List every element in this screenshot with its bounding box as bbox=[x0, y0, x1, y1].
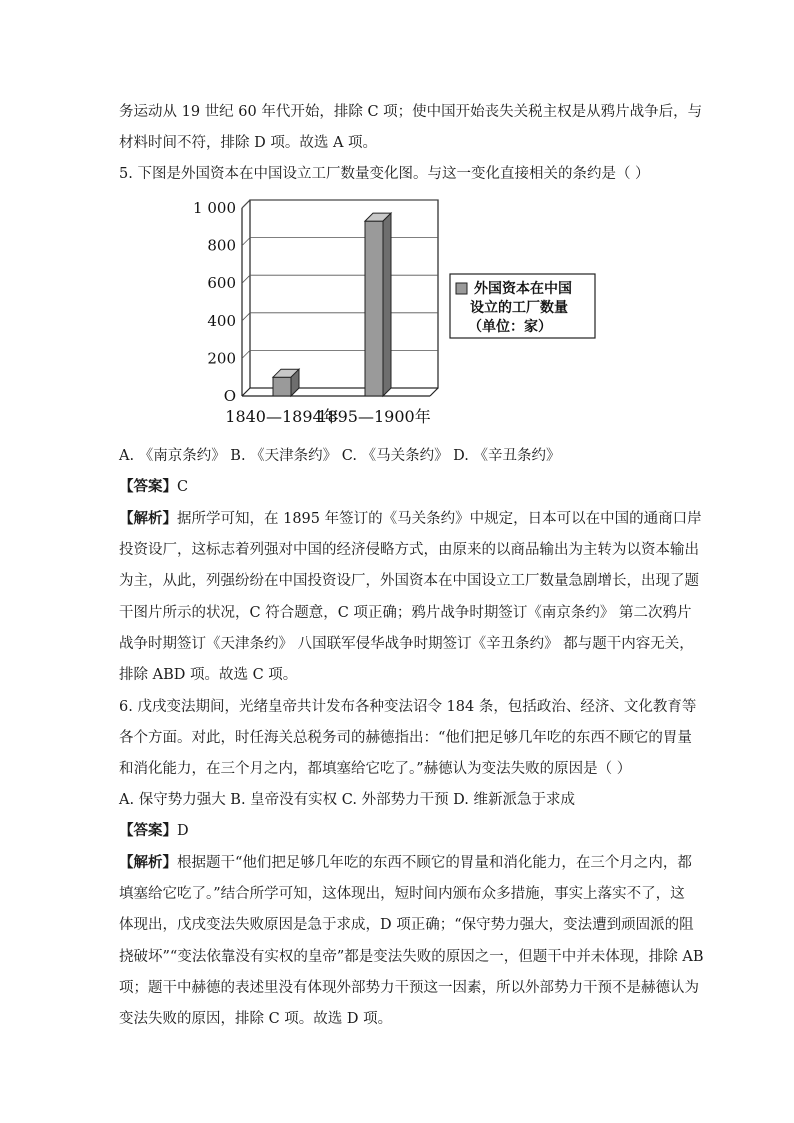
y-tick-label: 1 000 bbox=[193, 199, 236, 217]
q5-analysis-line-1 bbox=[119, 509, 702, 529]
answer-tag: 【答案】 bbox=[119, 823, 177, 839]
x-tick-label: 1895—1900年 bbox=[317, 407, 431, 426]
intro-line-1: 务运动从 19 世纪 60 年代开始，排除 C 项；使中国开始丧失关税主权是从鸦片战争后，与 bbox=[119, 104, 703, 120]
legend-label: 外国资本在中国 bbox=[474, 281, 572, 297]
q5-analysis-line-4: 干图片所示的状况，C 符合题意，C 项正确；鸦片战争时期签订《南京条约》 第二次鸦片 bbox=[119, 605, 692, 621]
q6-analysis-line-3: 体现出，戊戌变法失败原因是急于求成，D 项正确；“保守势力强大，变法遭到顽固派的阻 bbox=[119, 917, 694, 933]
legend-swatch bbox=[456, 283, 467, 294]
y-tick-label: O bbox=[223, 387, 236, 405]
y-tick-label: 400 bbox=[207, 311, 236, 330]
gridline bbox=[242, 275, 250, 283]
bar bbox=[365, 213, 391, 396]
q5-answer-line bbox=[119, 477, 188, 497]
chart-frame-edge bbox=[242, 388, 250, 396]
q5-analysis-line-2: 投资设厂，这标志着列强对中国的经济侵略方式，由原来的以商品输出为主转为以资本输出 bbox=[119, 542, 699, 558]
chart-legend bbox=[450, 274, 595, 338]
q6-analysis-text-1: 根据题干“他们把足够几年吃的东西不顾它的胃量和消化能力，在三个月之内，都 bbox=[177, 855, 692, 871]
q6-analysis-line-2: 填塞给它吃了。”结合所学可知，这体现出，短时间内颁布众多措施，事实上落实不了，这 bbox=[119, 886, 685, 902]
q6-analysis-line-6: 变法失败的原因，排除 C 项。故选 D 项。 bbox=[119, 1011, 393, 1027]
analysis-tag: 【解析】 bbox=[119, 511, 177, 527]
q6-analysis-line-4: 挠破坏”“变法依靠没有实权的皇帝”都是变法失败的原因之一，但题干中并未体现，排除 AB bbox=[119, 949, 704, 965]
chart-axes bbox=[242, 200, 438, 396]
x-tick-label: 1840—1894年 bbox=[225, 407, 339, 426]
gridline bbox=[242, 350, 250, 358]
bar-side bbox=[383, 213, 391, 396]
q6-analysis-line-1 bbox=[119, 853, 692, 873]
y-tick-label: 600 bbox=[207, 274, 236, 293]
y-tick-labels bbox=[193, 199, 236, 405]
gridline bbox=[242, 313, 250, 321]
q5-analysis-text-1: 据所学可知，在 1895 年签订的《马关条约》中规定，日本可以在中国的通商口岸 bbox=[177, 511, 702, 527]
gridline bbox=[242, 238, 250, 246]
factory-count-bar-chart bbox=[193, 196, 600, 436]
legend-label: （单位：家） bbox=[468, 319, 552, 335]
chart-back-wall bbox=[250, 200, 438, 388]
answer-tag: 【答案】 bbox=[119, 479, 177, 495]
q6-analysis-line-5: 项；题干中赫德的表述里没有体现外部势力干预这一因素，所以外部势力干预不是赫德认为 bbox=[119, 980, 699, 996]
bar-front bbox=[365, 221, 383, 396]
bar bbox=[273, 369, 299, 396]
q5-options: A. 《南京条约》 B. 《天津条约》 C. 《马关条约》 D. 《辛丑条约》 bbox=[119, 448, 561, 464]
q5-analysis-line-3: 为主，从此，列强纷纷在中国投资设厂，外国资本在中国设立工厂数量急剧增长，出现了题 bbox=[119, 573, 699, 589]
q6-stem-line-2: 各个方面。对此，时任海关总税务司的赫德指出：“他们把足够几年吃的东西不顾它的胃量 bbox=[119, 730, 692, 746]
q5-analysis-line-6: 排除 ABD 项。故选 C 项。 bbox=[119, 667, 298, 683]
bar-front bbox=[273, 377, 291, 396]
chart-frame-edge bbox=[430, 388, 438, 396]
y-tick-label: 800 bbox=[207, 236, 236, 255]
legend-label: 设立的工厂数量 bbox=[470, 300, 568, 316]
q5-stem: 5. 下图是外国资本在中国设立工厂数量变化图。与这一变化直接相关的条约是（ ） bbox=[119, 166, 650, 182]
y-tick-label: 200 bbox=[207, 349, 236, 368]
intro-line-2: 材料时间不符，排除 D 项。故选 A 项。 bbox=[119, 135, 378, 151]
q6-answer-line bbox=[119, 821, 189, 841]
q6-options: A. 保守势力强大 B. 皇帝没有实权 C. 外部势力干预 D. 维新派急于求成 bbox=[119, 792, 576, 808]
gridline bbox=[242, 200, 250, 208]
x-tick-labels bbox=[225, 407, 430, 426]
q5-answer: C bbox=[177, 479, 189, 495]
q6-stem-line-1: 6. 戊戌变法期间，光绪皇帝共计发布各种变法诏令 184 条，包括政治、经济、文化教育等 bbox=[119, 699, 697, 715]
analysis-tag: 【解析】 bbox=[119, 855, 177, 871]
q5-analysis-line-5: 战争时期签订《天津条约》 八国联军侵华战争时期签订《辛丑条约》 都与题干内容无关， bbox=[119, 636, 694, 652]
q6-stem-line-3: 和消化能力，在三个月之内，都填塞给它吃了。”赫德认为变法失败的原因是（ ） bbox=[119, 761, 632, 777]
q6-answer: D bbox=[177, 823, 189, 839]
